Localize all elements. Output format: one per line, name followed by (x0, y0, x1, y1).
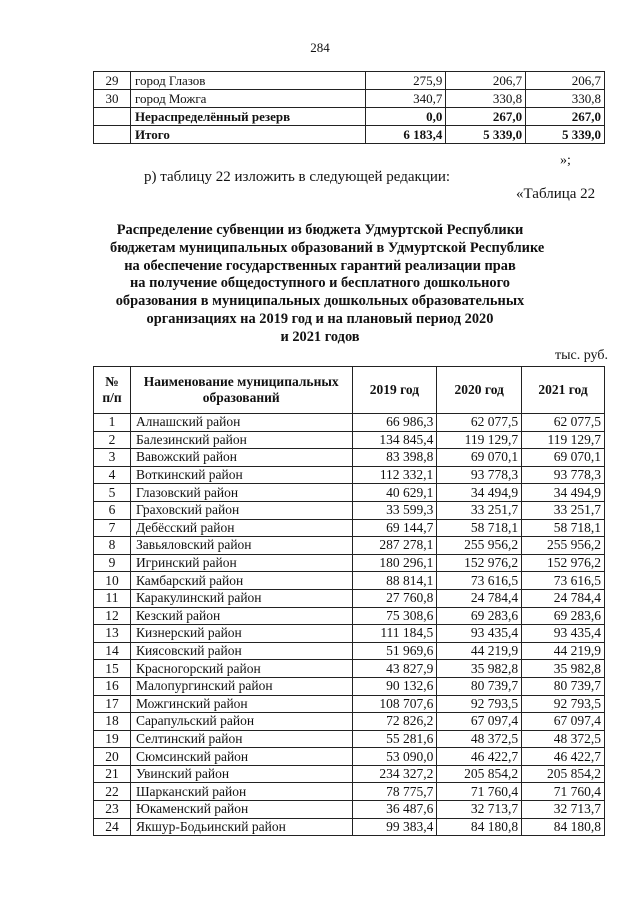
row-number: 18 (94, 713, 131, 731)
value-2021: 69 283,6 (522, 607, 605, 625)
row-number: 10 (94, 572, 131, 590)
municipality-name: Вавожский район (130, 449, 352, 467)
value-2019: 90 132,6 (352, 677, 437, 695)
title-line: на обеспечение государственных гарантий реализации прав (124, 257, 516, 274)
value-2020: 35 982,8 (437, 660, 522, 678)
table-row (94, 642, 605, 660)
value-2019: 6 183,4 (366, 126, 446, 144)
row-name: город Можга (130, 90, 366, 108)
value-2020: 80 739,7 (437, 677, 522, 695)
value-2020: 330,8 (446, 90, 526, 108)
instruction-text: р) таблицу 22 изложить в следующей редакции: (144, 169, 451, 185)
row-name: город Глазов (130, 72, 366, 90)
value-2021: 33 251,7 (522, 501, 605, 519)
value-2020: 84 180,8 (437, 818, 522, 836)
table-row (94, 431, 605, 449)
value-2021: 73 616,5 (522, 572, 605, 590)
municipality-name: Алнашский район (130, 414, 352, 432)
value-2020: 32 713,7 (437, 801, 522, 819)
table-row (94, 607, 605, 625)
value-2020: 34 494,9 (437, 484, 522, 502)
municipality-name: Кизнерский район (130, 625, 352, 643)
municipality-name: Кезский район (130, 607, 352, 625)
row-number: 19 (94, 730, 131, 748)
value-2020: 73 616,5 (437, 572, 522, 590)
municipality-name: Игринский район (130, 554, 352, 572)
value-2020: 69 283,6 (437, 607, 522, 625)
title-line: организациях на 2019 год и на плановый период 2020 (146, 310, 494, 327)
table-row (94, 765, 605, 783)
row-number: 6 (94, 501, 131, 519)
value-2019: 88 814,1 (352, 572, 437, 590)
value-2021: 67 097,4 (522, 713, 605, 731)
title-line: бюджетам муниципальных образований в Удмуртской Республике (110, 239, 545, 256)
municipality-name: Красногорский район (130, 660, 352, 678)
municipality-name: Можгинский район (130, 695, 352, 713)
value-2020: 205 854,2 (437, 765, 522, 783)
value-2021: 93 778,3 (522, 466, 605, 484)
value-2020: 71 760,4 (437, 783, 522, 801)
municipality-name: Каракулинский район (130, 589, 352, 607)
municipality-name: Сарапульский район (130, 713, 352, 731)
page-number: 284 (310, 40, 330, 55)
value-2019: 340,7 (366, 90, 446, 108)
subvention-table (93, 366, 605, 836)
value-2021: 35 982,8 (522, 660, 605, 678)
value-2021: 80 739,7 (522, 677, 605, 695)
table-row (94, 554, 605, 572)
table-row (94, 713, 605, 731)
row-number: 24 (94, 818, 131, 836)
municipality-name: Шарканский район (130, 783, 352, 801)
value-2021: 267,0 (526, 108, 605, 126)
row-number: 2 (94, 431, 131, 449)
value-2020: 33 251,7 (437, 501, 522, 519)
value-2019: 108 707,6 (352, 695, 437, 713)
value-2020: 206,7 (446, 72, 526, 90)
municipality-name: Юкаменский район (130, 801, 352, 819)
value-2019: 134 845,4 (352, 431, 437, 449)
municipality-name: Малопургинский район (130, 677, 352, 695)
value-2020: 69 070,1 (437, 449, 522, 467)
row-number: 4 (94, 466, 131, 484)
value-2019: 33 599,3 (352, 501, 437, 519)
row-number: 22 (94, 783, 131, 801)
municipality-name: Воткинский район (130, 466, 352, 484)
value-2020: 62 077,5 (437, 414, 522, 432)
table-row (94, 466, 605, 484)
table-row (94, 126, 605, 144)
title-line: на получение общедоступного и бесплатного дошкольного (130, 275, 510, 292)
value-2019: 40 629,1 (352, 484, 437, 502)
table-title (110, 222, 545, 347)
value-2020: 152 976,2 (437, 554, 522, 572)
value-2019: 27 760,8 (352, 589, 437, 607)
value-2021: 206,7 (526, 72, 605, 90)
value-2020: 24 784,4 (437, 589, 522, 607)
municipality-name: Якшур-Бодьинский район (130, 818, 352, 836)
value-2021: 32 713,7 (522, 801, 605, 819)
row-number: 7 (94, 519, 131, 537)
table-row (94, 572, 605, 590)
municipality-name: Дебёсский район (130, 519, 352, 537)
row-number: 8 (94, 537, 131, 555)
row-number: 9 (94, 554, 131, 572)
municipality-name: Сюмсинский район (130, 748, 352, 766)
value-2021: 93 435,4 (522, 625, 605, 643)
table-row (94, 90, 605, 108)
value-2021: 5 339,0 (526, 126, 605, 144)
municipality-name: Селтинский район (130, 730, 352, 748)
table-row (94, 501, 605, 519)
row-number: 14 (94, 642, 131, 660)
closing-quote: »; (560, 153, 571, 168)
value-2019: 99 383,4 (352, 818, 437, 836)
header-2019: 2019 год (352, 367, 437, 414)
municipality-name: Глазовский район (130, 484, 352, 502)
municipality-name: Киясовский район (130, 642, 352, 660)
value-2021: 24 784,4 (522, 589, 605, 607)
value-2021: 62 077,5 (522, 414, 605, 432)
municipality-name: Балезинский район (130, 431, 352, 449)
table-row (94, 695, 605, 713)
row-number: 11 (94, 589, 131, 607)
row-number: 20 (94, 748, 131, 766)
table-row (94, 589, 605, 607)
value-2020: 93 435,4 (437, 625, 522, 643)
table-row (94, 730, 605, 748)
row-name: Итого (130, 126, 366, 144)
value-2019: 180 296,1 (352, 554, 437, 572)
value-2019: 72 826,2 (352, 713, 437, 731)
row-number: 17 (94, 695, 131, 713)
row-number: 3 (94, 449, 131, 467)
value-2019: 51 969,6 (352, 642, 437, 660)
row-number: 21 (94, 765, 131, 783)
row-number (94, 108, 131, 126)
value-2021: 71 760,4 (522, 783, 605, 801)
value-2021: 44 219,9 (522, 642, 605, 660)
title-line: образования в муниципальных дошкольных образовательных (115, 293, 525, 310)
value-2019: 0,0 (366, 108, 446, 126)
row-number: 29 (94, 72, 131, 90)
table-row (94, 484, 605, 502)
table-row (94, 783, 605, 801)
table-row (94, 818, 605, 836)
table-row (94, 625, 605, 643)
value-2020: 267,0 (446, 108, 526, 126)
municipality-name: Граховский район (130, 501, 352, 519)
row-number: 30 (94, 90, 131, 108)
value-2019: 55 281,6 (352, 730, 437, 748)
value-2019: 53 090,0 (352, 748, 437, 766)
value-2019: 66 986,3 (352, 414, 437, 432)
table-row (94, 801, 605, 819)
value-2020: 48 372,5 (437, 730, 522, 748)
value-2020: 93 778,3 (437, 466, 522, 484)
row-number: 15 (94, 660, 131, 678)
value-2019: 69 144,7 (352, 519, 437, 537)
row-number: 23 (94, 801, 131, 819)
value-2021: 46 422,7 (522, 748, 605, 766)
municipality-name: Увинский район (130, 765, 352, 783)
table-header-row (94, 367, 605, 414)
row-number: 5 (94, 484, 131, 502)
value-2021: 255 956,2 (522, 537, 605, 555)
table-row (94, 748, 605, 766)
table-reference: «Таблица 22 (516, 186, 596, 202)
municipality-name: Завьяловский район (130, 537, 352, 555)
header-2020: 2020 год (437, 367, 522, 414)
value-2021: 152 976,2 (522, 554, 605, 572)
value-2020: 255 956,2 (437, 537, 522, 555)
value-2020: 44 219,9 (437, 642, 522, 660)
row-number (94, 126, 131, 144)
table-row (94, 449, 605, 467)
value-2019: 36 487,6 (352, 801, 437, 819)
value-2019: 275,9 (366, 72, 446, 90)
table-row (94, 414, 605, 432)
unit-label: тыс. руб. (555, 348, 608, 363)
value-2019: 75 308,6 (352, 607, 437, 625)
row-name: Нераспределённый резерв (130, 108, 366, 126)
municipality-name: Камбарский район (130, 572, 352, 590)
value-2021: 58 718,1 (522, 519, 605, 537)
value-2021: 119 129,7 (522, 431, 605, 449)
table-row (94, 519, 605, 537)
continued-table (93, 71, 605, 144)
table-row (94, 677, 605, 695)
value-2020: 58 718,1 (437, 519, 522, 537)
header-2021: 2021 год (522, 367, 605, 414)
value-2020: 92 793,5 (437, 695, 522, 713)
title-line: и 2021 годов (280, 328, 360, 345)
value-2021: 330,8 (526, 90, 605, 108)
value-2019: 43 827,9 (352, 660, 437, 678)
value-2019: 78 775,7 (352, 783, 437, 801)
table-row (94, 537, 605, 555)
value-2020: 46 422,7 (437, 748, 522, 766)
row-number: 1 (94, 414, 131, 432)
row-number: 16 (94, 677, 131, 695)
value-2019: 234 327,2 (352, 765, 437, 783)
value-2019: 111 184,5 (352, 625, 437, 643)
value-2021: 205 854,2 (522, 765, 605, 783)
header-name: Наименование муниципальных образований (130, 367, 352, 414)
value-2020: 5 339,0 (446, 126, 526, 144)
value-2021: 84 180,8 (522, 818, 605, 836)
table-row (94, 660, 605, 678)
header-num: № п/п (94, 367, 131, 414)
value-2021: 92 793,5 (522, 695, 605, 713)
value-2019: 83 398,8 (352, 449, 437, 467)
row-number: 12 (94, 607, 131, 625)
value-2021: 69 070,1 (522, 449, 605, 467)
table-row (94, 108, 605, 126)
value-2019: 287 278,1 (352, 537, 437, 555)
title-line: Распределение субвенции из бюджета Удмуртской Республики (116, 222, 524, 238)
value-2021: 34 494,9 (522, 484, 605, 502)
value-2020: 67 097,4 (437, 713, 522, 731)
row-number: 13 (94, 625, 131, 643)
value-2020: 119 129,7 (437, 431, 522, 449)
value-2021: 48 372,5 (522, 730, 605, 748)
table-row (94, 72, 605, 90)
value-2019: 112 332,1 (352, 466, 437, 484)
